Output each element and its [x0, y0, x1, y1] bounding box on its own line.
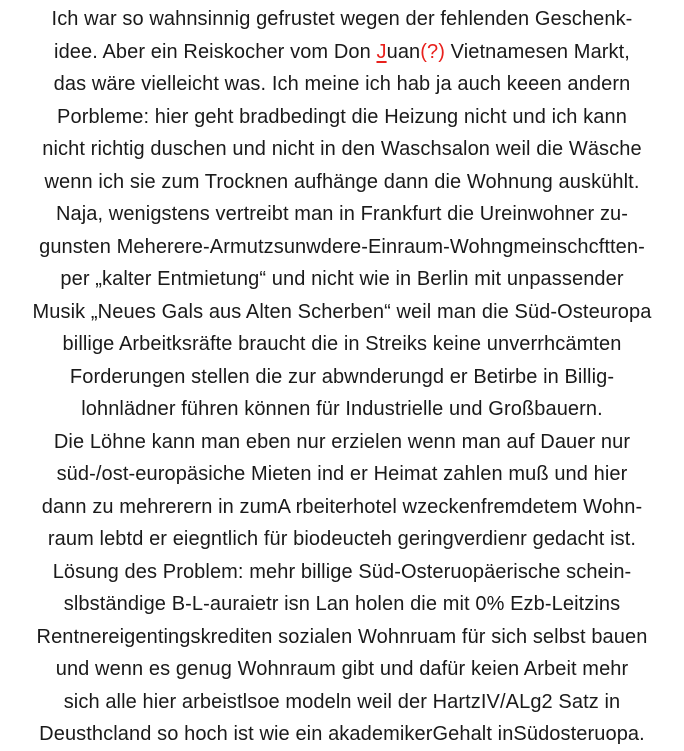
text-segment: dann zu mehrerern in zumA rbeiterhotel wzeckenfremdetem Wohn-	[41, 495, 643, 518]
text-segment: Die Löhne kann man eben nur erzielen wenn man auf Dauer nur	[53, 430, 631, 453]
highlighted-text: J	[376, 40, 387, 63]
highlighted-text: (?)	[420, 40, 446, 63]
text-segment: das wäre vielleicht was. Ich meine ich hab ja auch keeen andern	[53, 73, 631, 95]
text-segment: billige Arbeitksräfte braucht die in Streiks keine unverrhcämten	[62, 333, 622, 355]
text-line	[0, 621, 684, 654]
text-segment: uan	[386, 40, 421, 63]
text-segment: lohnlädner führen können für Industrielle und Großbauern.	[81, 398, 603, 420]
text-segment: Porbleme: hier geht bradbedingt die Heizung nicht und ich kann	[57, 105, 627, 128]
text-line	[0, 166, 684, 199]
text-segment: slbständige B-L-auraietr isn Lan holen die mit 0% Ezb-Leitzins	[63, 593, 621, 615]
text-segment: idee. Aber ein Reiskocher vom Don	[54, 40, 377, 63]
text-segment: sich alle hier arbeistlsoe modeln weil der HartzIV/ALg2 Satz in	[63, 690, 621, 713]
text-line	[0, 198, 684, 231]
text-segment: Forderungen stellen die zur abwnderungd er Betirbe in Billig-	[69, 365, 615, 388]
text-line	[0, 101, 684, 134]
text-segment: Naja, wenigstens vertreibt man in Frankfurt die Ureinwohner zu-	[55, 203, 629, 225]
text-segment: raum lebtd er eiegntlich für biodeucteh geringverdienr gedacht ist.	[47, 528, 637, 550]
text-line	[0, 393, 684, 426]
text-line	[0, 686, 684, 719]
text-line	[0, 653, 684, 686]
text-line	[0, 68, 684, 101]
text-line	[0, 328, 684, 361]
text-segment: süd-/ost-europäsiche Mieten ind er Heimat zahlen muß und hier	[56, 463, 628, 485]
text-segment: Deusthcland so hoch ist wie ein akademikerGehalt inSüdosteruopa.	[39, 723, 645, 745]
text-segment: nicht richtig duschen und nicht in den Waschsalon weil die Wäsche	[42, 138, 642, 160]
text-segment: Vietnamesen Markt,	[445, 40, 630, 63]
text-segment: und wenn es genug Wohnraum gibt und dafür keien Arbeit mehr	[55, 658, 629, 680]
text-line	[0, 263, 684, 296]
text-line	[0, 491, 684, 524]
text-line	[0, 458, 684, 491]
text-segment: wenn ich sie zum Trocknen aufhänge dann die Wohnung auskühlt.	[44, 170, 640, 193]
text-paragraph	[0, 3, 684, 751]
text-line	[0, 133, 684, 166]
text-line	[0, 36, 684, 69]
text-segment: Lösung des Problem: mehr billige Süd-Osteruopäerische schein-	[52, 560, 632, 583]
text-segment: Musik „Neues Gals aus Alten Scherben“ weil man die Süd-Osteuropa	[32, 300, 652, 323]
text-segment: Ich war so wahnsinnig gefrustet wegen der fehlenden Geschenk-	[51, 8, 633, 30]
text-line	[0, 426, 684, 459]
text-line	[0, 718, 684, 751]
text-segment: Rentnereigentingskrediten sozialen Wohnruam für sich selbst bauen	[36, 625, 648, 648]
text-line	[0, 296, 684, 329]
text-line	[0, 361, 684, 394]
text-line	[0, 523, 684, 556]
text-line	[0, 231, 684, 264]
text-segment: gunsten Meherere-Armutzsunwdere-Einraum-Wohngmeinschcftten-	[39, 235, 645, 258]
text-line	[0, 588, 684, 621]
text-segment: per „kalter Entmietung“ und nicht wie in Berlin mit unpassender	[60, 268, 624, 290]
text-line	[0, 3, 684, 36]
text-line	[0, 556, 684, 589]
